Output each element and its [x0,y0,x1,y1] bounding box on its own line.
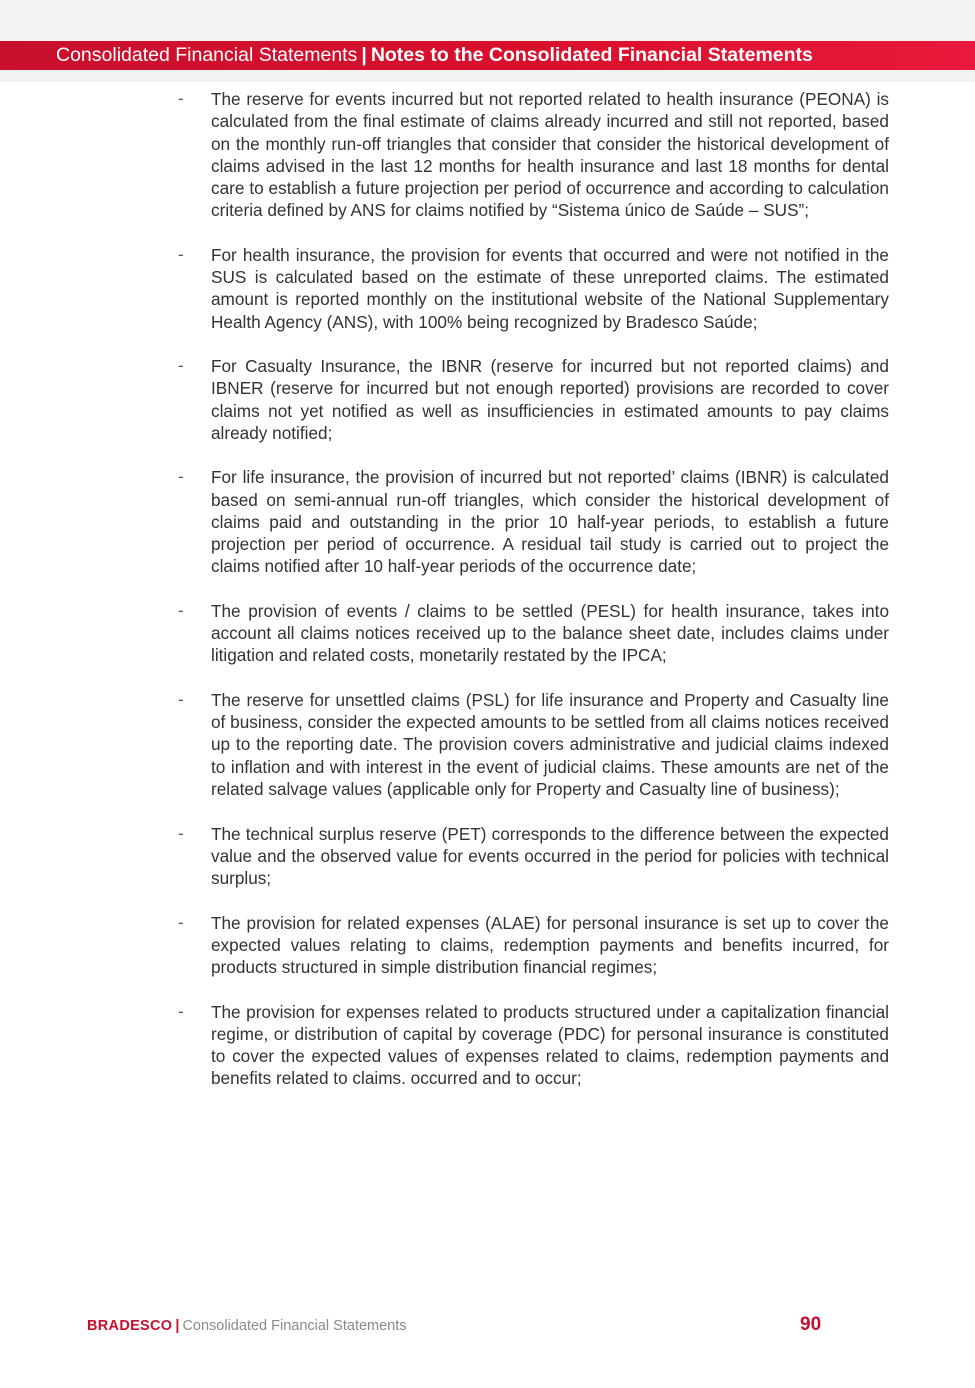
list-item-text: For Casualty Insurance, the IBNR (reserve for incurred but not reported claims) and IBNER (reserve for incurred but not enough reported) provisions are recorded to cover claims not yet notified as well as insufficiencies in estimated amounts to pay claims already notified; [211,356,889,443]
list-item [178,88,889,222]
list-item [178,689,889,800]
list-item [178,823,889,890]
header-inner [56,41,813,70]
running-header [0,41,975,70]
page-number: 90 [800,1314,822,1335]
list-item-text: The provision for related expenses (ALAE) for personal insurance is set up to cover the expected values relating to claims, redemption payments and benefits incurred, for products structured in simple distribution financial regimes; [211,912,889,978]
list-item [178,600,889,667]
bullet-dash: - [178,244,184,264]
footer-document-title: Consolidated Financial Statements [182,1318,407,1334]
bullet-dash: - [178,1001,184,1021]
bullet-dash: - [178,89,184,108]
bullet-dash: - [178,467,184,487]
list-item-text: The provision of events / claims to be settled (PESL) for health insurance, takes into account all claims notices received up to the balance sheet date, includes claims under litigation and related costs, monetarily restated by the IPCA; [211,600,889,666]
list-item-text: The reserve for unsettled claims (PSL) for life insurance and Property and Casualty line of business, consider the expected amounts to be settled from all claims notices received up to the reporting date. The provision covers administrative and judicial claims indexed to inflation and with interest in the event of judicial claims. These amounts are net of the related salvage values (applicable only for Property and Casualty line of business); [211,689,889,799]
list-item [178,1001,889,1090]
list-item-text: The provision for expenses related to products structured under a capitalization financial regime, or distribution of capital by coverage (PDC) for personal insurance is constituted to cover the expected values of expenses related to claims, redemption payments and benefits related to claims. occurred and to occur; [211,1001,889,1089]
header-subsection-title: Notes to the Consolidated Financial Statements [370,44,813,66]
list-item-text: For health insurance, the provision for events that occurred and were not notified in the SUS is calculated based on the estimate of these unreported claims. The estimated amount is reported monthly on the institutional website of the National Supplementary Health Agency (ANS), with 100% being recognized by Bradesco Saúde; [211,244,889,332]
header-separator: | [361,44,367,66]
bullet-dash: - [178,600,184,620]
footer-brand: BRADESCO [87,1318,173,1334]
bullet-dash: - [178,823,184,843]
list-item [178,466,889,577]
list-item [178,912,889,979]
page-footer [87,1316,407,1336]
header-section-title: Consolidated Financial Statements [56,44,358,66]
footer-separator: | [175,1318,180,1334]
bullet-dash: - [178,912,184,932]
bullet-dash: - [178,689,184,709]
list-item-text: The technical surplus reserve (PET) corresponds to the difference between the expected value and the observed value for events occurred in the period for policies with technical surplus; [211,823,889,889]
list-item [178,244,889,333]
list-item-text: The reserve for events incurred but not reported related to health insurance (PEONA) is calculated from the final estimate of claims already incurred and still not reported, based on the monthly run-off triangles that consider that consider the historical development of claims advised in the last 12 months for health insurance and last 18 months for dental care to establish a future projection per period of occurrence and according to calculation criteria defined by ANS for claims notified by “Sistema único de Saúde – SUS”; [211,89,889,221]
list-item [178,355,889,444]
list-item-text: For life insurance, the provision of incurred but not reported’ claims (IBNR) is calculated based on semi-annual run-off triangles, which consider the historical development of claims paid and outstanding in the prior 10 half-year periods, to establish a future projection per period of occurrence. A residual tail study is carried out to project the claims notified after 10 half-year periods of the occurrence date; [211,467,889,577]
bullet-dash: - [178,356,184,376]
bullet-list [0,88,975,1112]
